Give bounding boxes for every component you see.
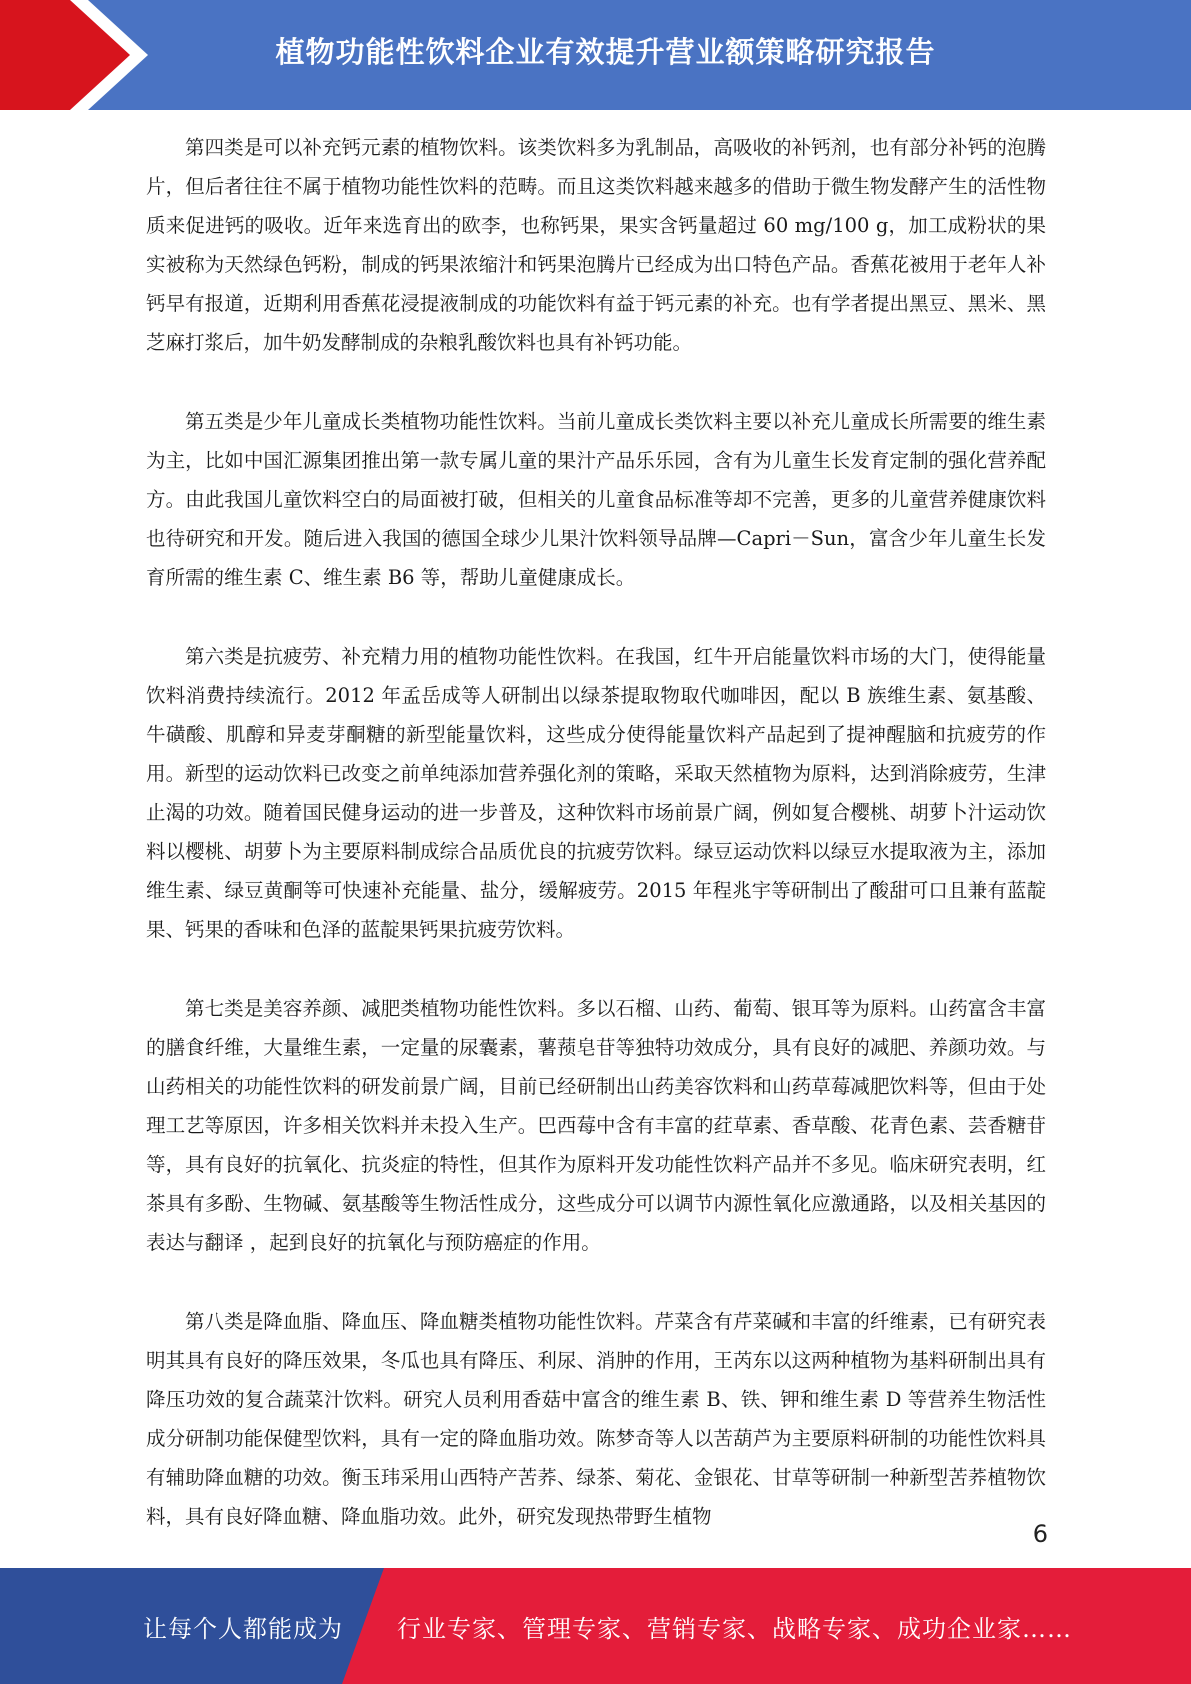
paragraph-category-7: 第七类是美容养颜、减肥类植物功能性饮料。多以石榴、山药、葡萄、银耳等为原料。山药富含丰富的膳食纤维，大量维生素，一定量的尿囊素，薯蓣皂苷等独特功效成分，具有良好的减肥、养颜功效。与山药相关的功能性饮料的研发前景广阔，目前已经研制出山药美容饮料和山药草莓减肥饮料等，但由于处理工艺等原因，许多相关饮料并未投入生产。巴西莓中含有丰富的荭草素、香草酸、花青色素、芸香糖苷等，具有良好的抗氧化、抗炎症的特性，但其作为原料开发功能性饮料产品并不多见。临床研究表明，红茶具有多酚、生物碱、氨基酸等生物活性成分，这些成分可以调节内源性氧化应激通路，以及相关基因的表达与翻译 ，起到良好的抗氧化与预防癌症的作用。: [146, 997, 1046, 1254]
page-title: 植物功能性饮料企业有效提升营业额策略研究报告: [275, 34, 936, 69]
paragraph-category-4: 第四类是可以补充钙元素的植物饮料。该类饮料多为乳制品，高吸收的补钙剂，也有部分补钙的泡腾片，但后者往往不属于植物功能性饮料的范畴。而且这类饮料越来越多的借助于微生物发酵产生的活性物质来促进钙的吸收。近年来选育出的欧李，也称钙果，果实含钙量超过 60 mg/100 g，加工成粉状的果实被称为天然绿色钙粉，制成的钙果浓缩汁和钙果泡腾片已经成为出口特色产品。香蕉花被用于老年人补钙早有报道，近期利用香蕉花浸提液制成的功能饮料有益于钙元素的补充。也有学者提出黑豆、黑米、黑芝麻打浆后，加牛奶发酵制成的杂粮乳酸饮料也具有补钙功能。: [146, 136, 1046, 354]
document-body: [146, 128, 1046, 1576]
page-footer: [0, 1568, 1191, 1684]
footer-slogan-left: 让每个人都能成为: [143, 1614, 343, 1643]
page-header: [0, 0, 1191, 110]
paragraph-category-6: 第六类是抗疲劳、补充精力用的植物功能性饮料。在我国，红牛开启能量饮料市场的大门，使得能量饮料消费持续流行。2012 年孟岳成等人研制出以绿茶提取物取代咖啡因，配以 B 族维生素、氨基酸、牛磺酸、肌醇和异麦芽酮糖的新型能量饮料，这些成分使得能量饮料产品起到了提神醒脑和抗疲劳的作用。新型的运动饮料已改变之前单纯添加营养强化剂的策略，采取天然植物为原料，达到消除疲劳，生津止渴的功效。随着国民健身运动的进一步普及，这种饮料市场前景广阔，例如复合樱桃、胡萝卜汁运动饮料以樱桃、胡萝卜为主要原料制成综合品质优良的抗疲劳饮料。绿豆运动饮料以绿豆水提取液为主，添加维生素、绿豆黄酮等可快速补充能量、盐分，缓解疲劳。2015 年程兆宇等研制出了酸甜可口且兼有蓝靛果、钙果的香味和色泽的蓝靛果钙果抗疲劳饮料。: [146, 645, 1046, 941]
paragraph-category-8: 第八类是降血脂、降血压、降血糖类植物功能性饮料。芹菜含有芹菜碱和丰富的纤维素，已有研究表明其具有良好的降压效果，冬瓜也具有降压、利尿、消肿的作用，王芮东以这两种植物为基料研制出具有降压功效的复合蔬菜汁饮料。研究人员利用香菇中富含的维生素 B、铁、钾和维生素 D 等营养生物活性成分研制功能保健型饮料，具有一定的降血脂功效。陈梦奇等人以苦葫芦为主要原料研制的功能性饮料具有辅助降血糖的功效。衡玉玮采用山西特产苦荞、绿茶、菊花、金银花、甘草等研制一种新型苦荞植物饮料，具有良好降血糖、降血脂功效。此外，研究发现热带野生植物: [146, 1310, 1046, 1528]
footer-slogan-right: 行业专家、管理专家、营销专家、战略专家、成功企业家……: [397, 1614, 1072, 1643]
paragraph-category-5: 第五类是少年儿童成长类植物功能性饮料。当前儿童成长类饮料主要以补充儿童成长所需要的维生素为主，比如中国汇源集团推出第一款专属儿童的果汁产品乐乐园，含有为儿童生长发育定制的强化营养配方。由此我国儿童饮料空白的局面被打破，但相关的儿童食品标准等却不完善，更多的儿童营养健康饮料也待研究和开发。随后进入我国的德国全球少儿果汁饮料领导品牌—Capri－Sun，富含少年儿童生长发育所需的维生素 C、维生素 B6 等，帮助儿童健康成长。: [146, 410, 1046, 589]
page-number: 6: [1032, 1520, 1048, 1548]
header-arrow-icon: [0, 0, 160, 110]
